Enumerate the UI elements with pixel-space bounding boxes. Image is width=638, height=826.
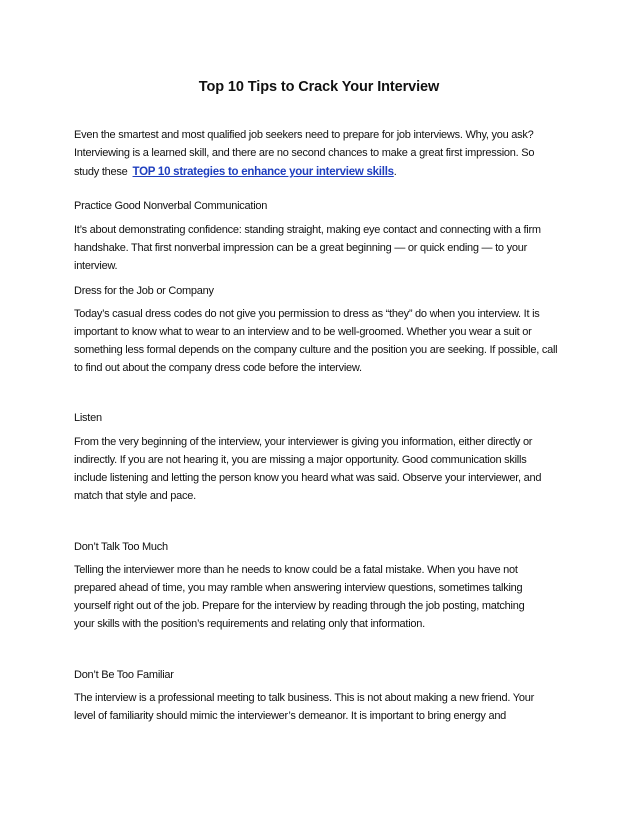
intro-paragraph xyxy=(74,126,574,182)
body-line: indirectly. If you are not hearing it, you are missing a major opportunity. Good communication skills xyxy=(74,454,527,466)
section-body-nonverbal xyxy=(74,221,574,275)
section-body-dress xyxy=(74,305,574,377)
body-line: to find out about the company dress code before the interview. xyxy=(74,362,362,374)
document-title: Top 10 Tips to Crack Your Interview xyxy=(198,79,440,95)
section-body-listen xyxy=(74,433,574,505)
intro-line: Interviewing is a learned skill, and there are no second chances to make a great first impression. So xyxy=(74,147,535,159)
body-line: interview. xyxy=(74,260,118,272)
section-heading-familiar: Don’t Be Too Familiar xyxy=(74,669,174,681)
body-line: Today’s casual dress codes do not give you permission to dress as “they” do when you interview. It is xyxy=(74,308,540,320)
body-line: level of familiarity should mimic the interviewer’s demeanor. It is important to bring energy and xyxy=(74,710,507,722)
body-line: The interview is a professional meeting to talk business. This is not about making a new friend. Your xyxy=(74,692,535,704)
body-line: your skills with the position’s requirements and relating only that information. xyxy=(74,618,425,630)
body-line: something less formal depends on the company culture and the position you are seeking. If possible, call xyxy=(74,344,558,356)
section-heading-listen: Listen xyxy=(74,412,102,424)
intro-line-prefix: study these xyxy=(74,166,128,178)
intro-line: Even the smartest and most qualified job seekers need to prepare for job interviews. Why, you ask? xyxy=(74,129,534,141)
body-line: From the very beginning of the interview, your interviewer is giving you information, either directly or xyxy=(74,436,533,448)
body-line: match that style and pace. xyxy=(74,490,196,502)
body-line: handshake. That first nonverbal impression can be a great beginning — or quick ending — to your xyxy=(74,242,527,254)
section-heading-dont-talk: Don’t Talk Too Much xyxy=(74,541,168,553)
section-body-familiar xyxy=(74,689,574,725)
section-body-dont-talk xyxy=(74,561,574,633)
body-line: prepared ahead of time, you may ramble when answering interview questions, sometimes talking xyxy=(74,582,523,594)
body-line: yourself right out of the job. Prepare for the interview by reading through the job posting, matching xyxy=(74,600,525,612)
body-line: include listening and letting the person know you heard what was said. Observe your interviewer, and xyxy=(74,472,542,484)
body-line: It’s about demonstrating confidence: standing straight, making eye contact and connecting with a firm xyxy=(74,224,541,236)
section-heading-dress: Dress for the Job or Company xyxy=(74,285,214,297)
intro-line-suffix: . xyxy=(393,166,397,178)
body-line: important to know what to wear to an interview and to be well-groomed. Whether you wear a suit or xyxy=(74,326,532,338)
body-line: Telling the interviewer more than he needs to know could be a fatal mistake. When you have not xyxy=(74,564,518,576)
strategies-link[interactable]: TOP 10 strategies to enhance your interview skills xyxy=(132,166,394,178)
intro-line xyxy=(74,162,574,182)
section-heading-nonverbal: Practice Good Nonverbal Communication xyxy=(74,200,268,212)
